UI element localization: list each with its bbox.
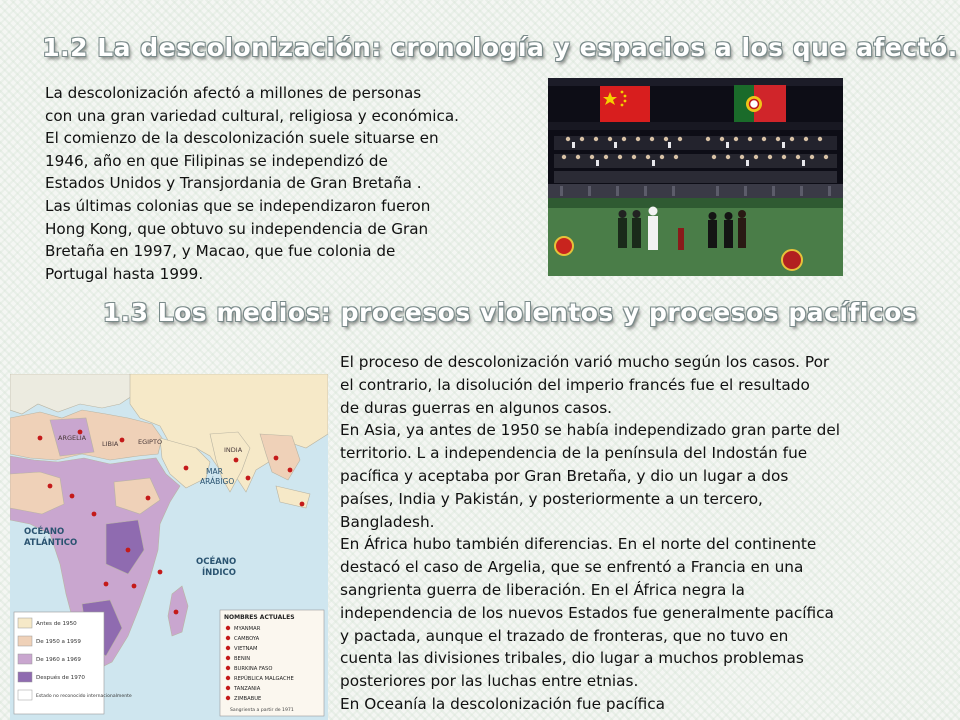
label-mar-arabigo-1: MAR [206, 467, 223, 476]
text-line: En Asia, ya antes de 1950 se había independizado gran parte del [340, 421, 841, 440]
text-line: Hong Kong, que obtuvo su independencia de Gran [45, 219, 429, 238]
text-line: Bretaña en 1997, y Macao, que fue colonia de [45, 242, 396, 261]
text-line: pacífica y aceptaba por Gran Bretaña, y dio un lugar a dos [340, 466, 789, 485]
text-line: El comienzo de la descolonización suele situarse en [45, 129, 439, 148]
text-line: Estados Unidos y Transjordania de Gran Bretaña . [45, 174, 422, 193]
text-line: En África hubo también diferencias. En el norte del continente [340, 535, 817, 554]
text-line: Bangladesh. [340, 512, 435, 531]
text-line: En Oceanía la descolonización fue pacífica [340, 694, 666, 713]
text-line: destacó el caso de Argelia, que se enfrentó a Francia en una [340, 558, 804, 577]
legend-label: Estado no reconocido internacionalmente [36, 694, 132, 699]
label-mar-arabigo-2: ARÁBIGO [200, 477, 235, 486]
names-legend-item: BENIN [234, 656, 251, 662]
names-legend-footnote: Sangrienta a partir de 1971 [230, 708, 294, 713]
section-2-text [340, 351, 920, 716]
label-egipto: EGIPTO [138, 438, 163, 446]
text-line: y pactada, aunque el trazado de fronteras, que no tuvo en [340, 626, 789, 645]
handover-ceremony-photo [548, 78, 843, 276]
label-argelia: ARGELIA [58, 434, 87, 442]
text-line: El proceso de descolonización varió mucho según los casos. Por [340, 353, 830, 371]
label-india: INDIA [224, 446, 243, 454]
names-legend-item: BURKINA FASO [234, 666, 273, 672]
text-line: sangrienta guerra de liberación. En el África negra la [340, 580, 745, 599]
names-legend-item: ZIMBABUE [234, 696, 262, 702]
text-line: de duras guerras en algunos casos. [340, 398, 613, 417]
legend-label: De 1960 a 1969 [36, 657, 81, 663]
text-line: Portugal hasta 1999. [45, 264, 204, 283]
text-line: territorio. L a independencia de la península del Indostán fue [340, 444, 808, 463]
legend-label: De 1950 a 1959 [36, 639, 81, 645]
section-1-text [45, 82, 535, 285]
names-legend-item: TANZANIA [234, 686, 261, 692]
text-line: el contrario, la disolución del imperio francés fue el resultado [340, 375, 810, 394]
label-oceano-atlantico-1: OCÉANO [24, 527, 65, 537]
text-line: con una gran variedad cultural, religiosa y económica. [45, 106, 459, 125]
text-line: 1946, año en que Filipinas se independizó de [45, 151, 388, 170]
label-libia: LIBIA [102, 440, 119, 448]
label-oceano-indico-2: ÍNDICO [202, 568, 236, 578]
text-line: posteriores por las luchas entre etnias. [340, 672, 639, 691]
china-flag [600, 86, 650, 122]
names-legend-item: REPÚBLICA MALGACHE [234, 676, 294, 682]
label-oceano-indico-1: OCÉANO [196, 557, 237, 567]
text-line: países, India y Pakistán, y posteriormente a un tercero, [340, 489, 763, 508]
legend-label: Después de 1970 [36, 675, 85, 681]
names-legend [220, 610, 324, 716]
dignitaries-rows [554, 136, 837, 183]
names-legend-item: CAMBOYA [234, 636, 260, 642]
text-line: La descolonización afectó a millones de personas [45, 84, 422, 102]
text-line: cuenta las divisiones tribales, dio lugar a muchos problemas [340, 649, 804, 668]
label-oceano-atlantico-2: ATLÁNTICO [24, 538, 78, 548]
legend-label: Antes de 1950 [36, 621, 77, 627]
names-legend-item: VIETNAM [234, 646, 258, 652]
text-line: Las últimas colonias que se independizaron fueron [45, 196, 431, 215]
portugal-flag [734, 85, 786, 123]
section-1-title: 1.2 La descolonización: cronología y espacios a los que afectó. [42, 33, 958, 62]
section-2-title: 1.3 Los medios: procesos violentos y procesos pacíficos [102, 298, 918, 327]
names-legend-title: NOMBRES ACTUALES [224, 614, 295, 621]
text-line: independencia de los nuevos Estados fue generalmente pacífica [340, 603, 834, 622]
names-legend-item: MYANMAR [234, 626, 261, 632]
decolonization-map [10, 374, 328, 720]
